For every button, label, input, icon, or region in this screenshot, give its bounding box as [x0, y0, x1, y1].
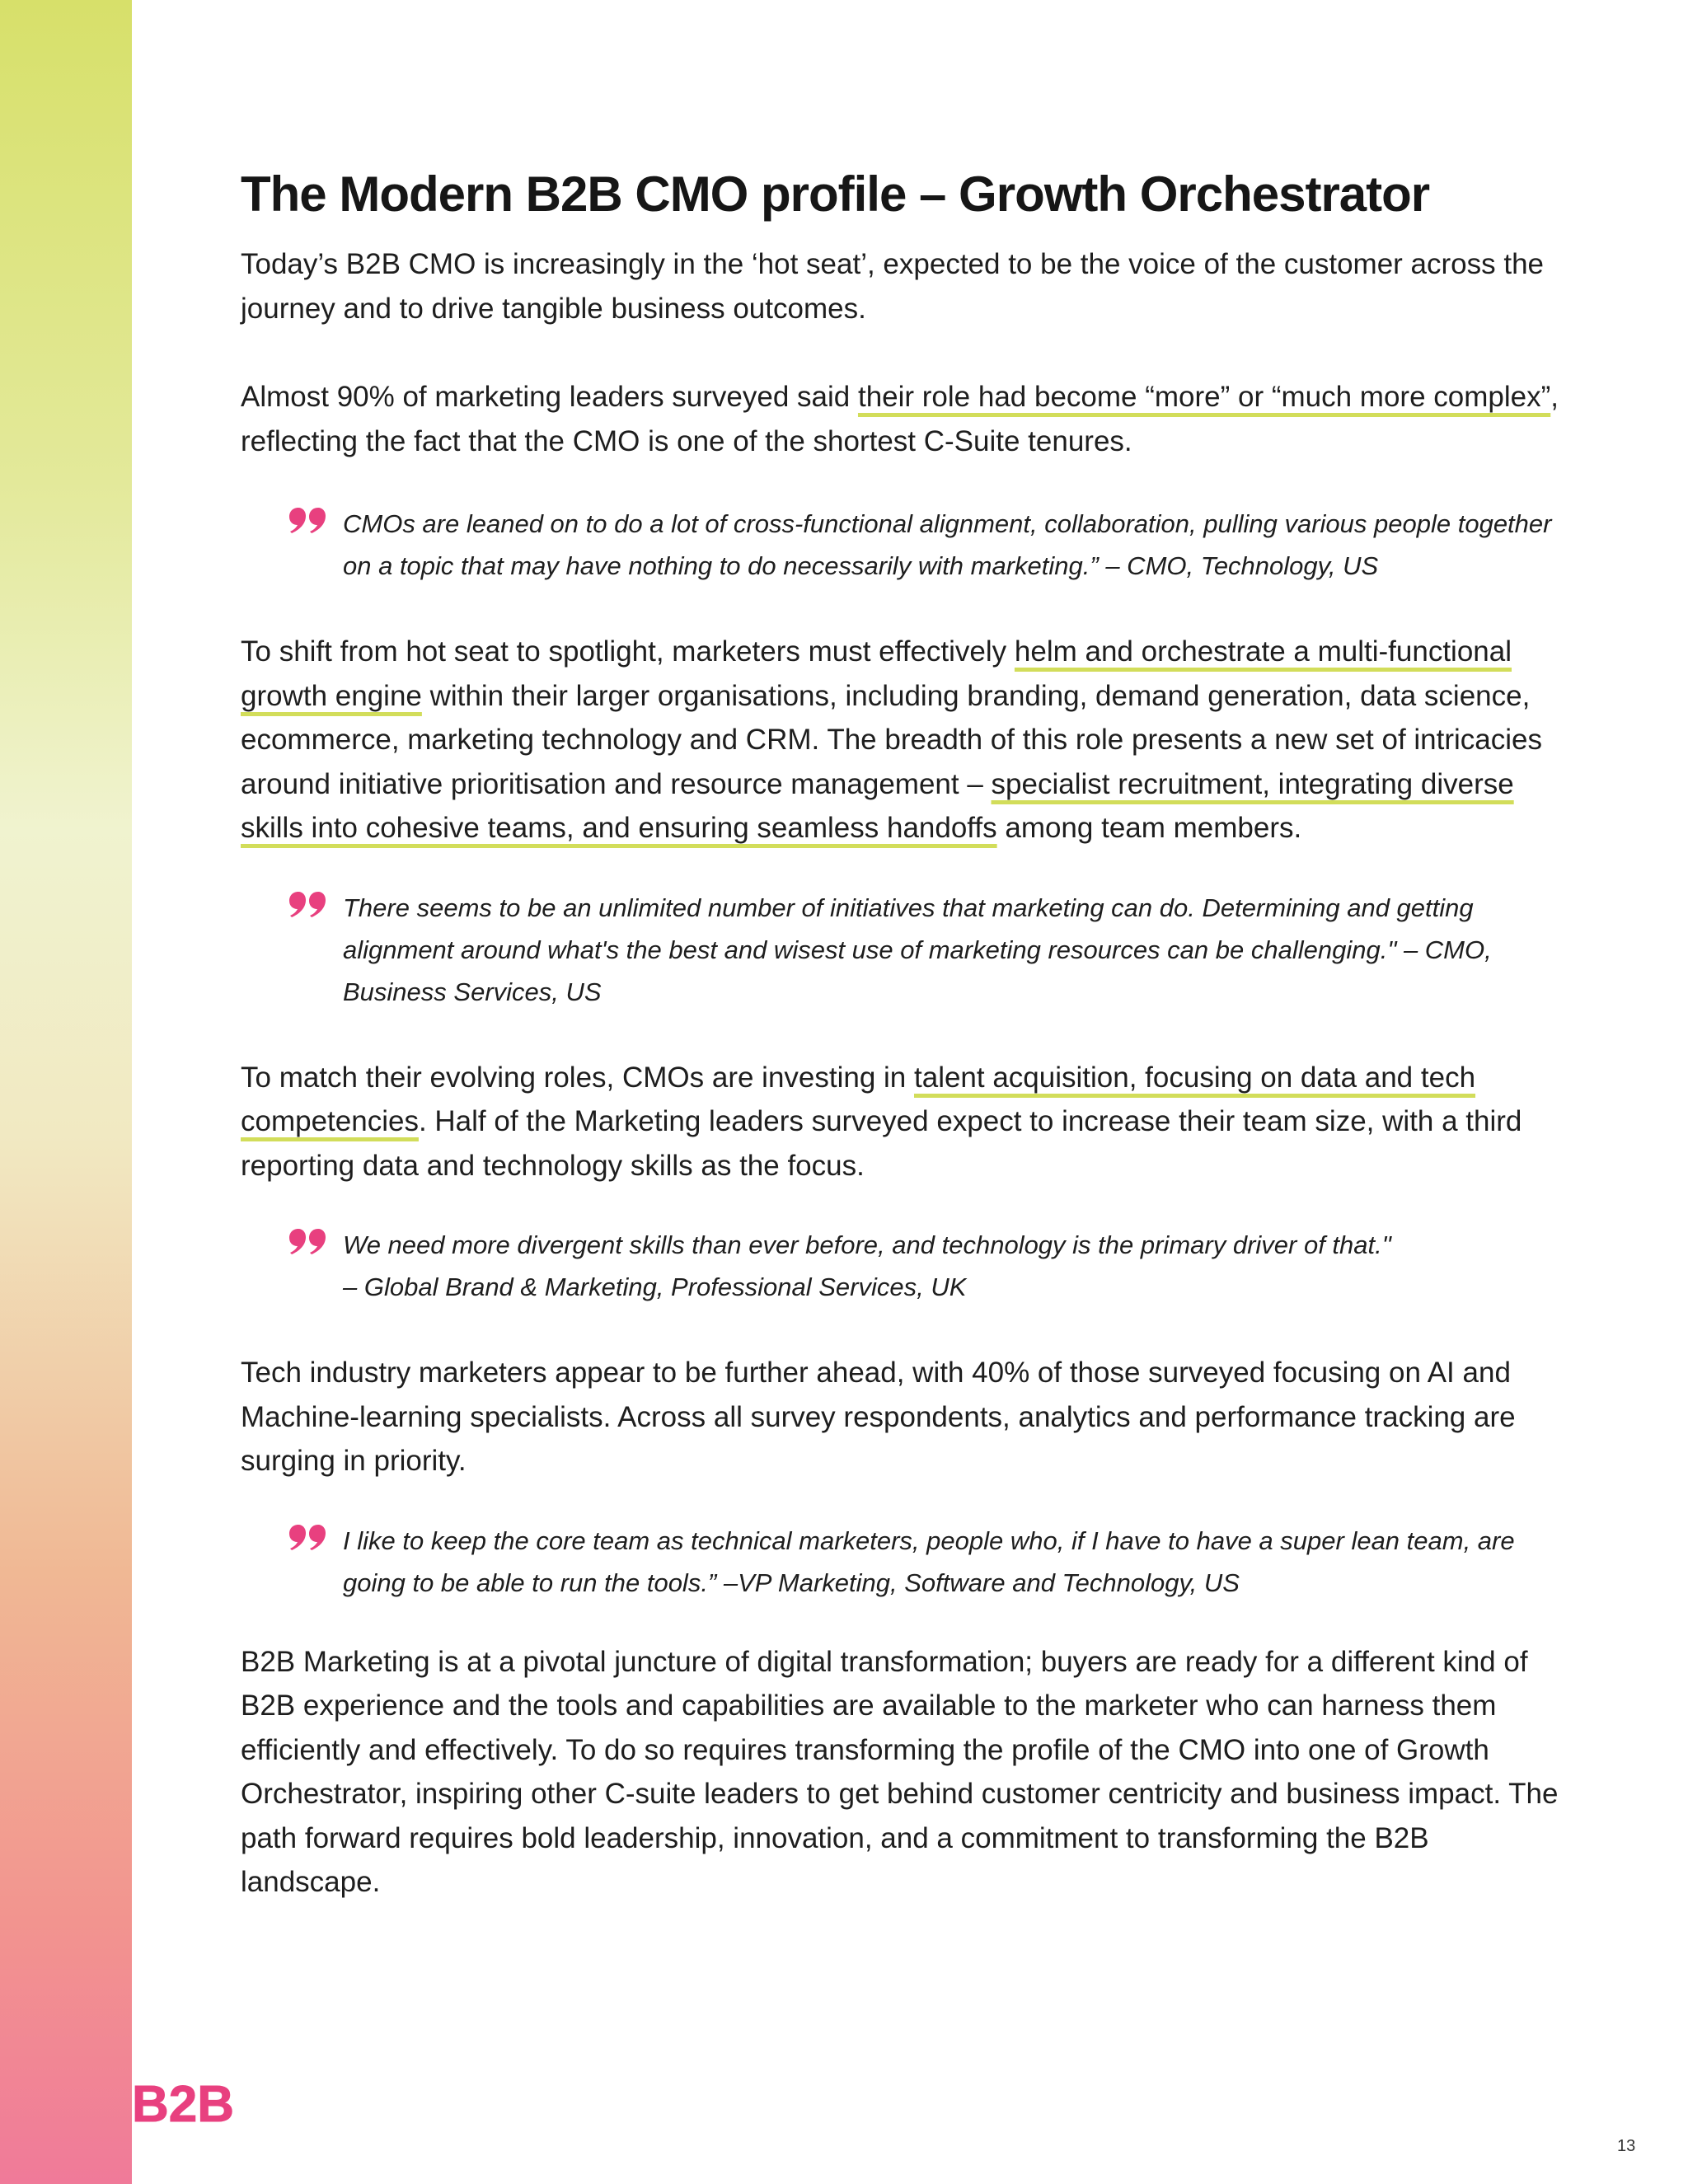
- quote-mark-icon: [288, 506, 326, 534]
- closing-paragraph: B2B Marketing is at a pivotal juncture of digital transformation; buyers are ready for a different kind of B2B experience and the tools and capabilities are available to the marketer who can harness them efficiently and effectively. To do so requires transforming the profile of the CMO into one of Growth Orchestrator, inspiring other C-suite leaders to get behind customer centricity and business impact. The path forward requires bold leadership, innovation, and a commitment to transforming the B2B landscape.: [241, 1645, 1559, 1898]
- b2b-logo: [132, 2079, 237, 2126]
- highlight-talent: talent acquisition, focusing on data and tech competencies: [241, 1061, 1476, 1137]
- quote-block: [343, 887, 1559, 1013]
- page-content: [241, 165, 1559, 1905]
- page-title: The Modern B2B CMO profile – Growth Orchestrator: [241, 166, 1430, 222]
- tech-paragraph: Tech industry marketers appear to be further ahead, with 40% of those surveyed focusing on AI and Machine-learning specialists. Across all survey respondents, analytics and performance tracking are surging in priority.: [241, 1357, 1516, 1477]
- quote-mark-icon: [288, 1523, 326, 1551]
- quote-mark-icon: [288, 890, 326, 918]
- page-number: 13: [1617, 2137, 1636, 2155]
- gradient-side-band: [0, 0, 132, 2184]
- highlight-recruitment: specialist recruitment, integrating diverse skills into cohesive teams, and ensuring seamless handoffs: [241, 767, 1514, 844]
- talent-paragraph: To match their evolving roles, CMOs are investing in talent acquisition, focusing on data and tech competencies. Half of the Marketing leaders surveyed expect to increase their team size, with a third reporting data and technology skills as the focus.: [241, 1061, 1522, 1182]
- quote-block: [343, 503, 1559, 587]
- quote-text: We need more divergent skills than ever before, and technology is the primary driver of that.": [343, 1230, 1391, 1259]
- spotlight-paragraph: To shift from hot seat to spotlight, marketers must effectively helm and orchestrate a multi-functional growth engine within their larger organisations, including branding, demand generation, data science, ecommerce, marketing technology and CRM. The breadth of this role presents a new set of intricacies around initiative prioritisation and resource management – specialist recruitment, integrating diverse skills into cohesive teams, and ensuring seamless handoffs among team members.: [241, 635, 1542, 844]
- intro-paragraph: Today’s B2B CMO is increasingly in the ‘hot seat’, expected to be the voice of the customer across the journey and to drive tangible business outcomes.: [241, 248, 1544, 325]
- quote-attribution: – Global Brand & Marketing, Professional Services, UK: [343, 1272, 967, 1301]
- highlight-role-complex: their role had become “more” or “much more complex”: [857, 381, 1551, 413]
- logo-text: B2B: [132, 2079, 235, 2126]
- quote-block: [343, 1520, 1559, 1604]
- complexity-paragraph: Almost 90% of marketing leaders surveyed said their role had become “more” or “much more complex”, reflecting the fact that the CMO is one of the shortest C-Suite tenures.: [241, 381, 1559, 457]
- quote-block: [343, 1224, 1559, 1308]
- quote-text: I like to keep the core team as technical marketers, people who, if I have to have a super lean team, are going to be able to run the tools.” –VP Marketing, Software and Technology, US: [343, 1526, 1515, 1597]
- quote-mark-icon: [288, 1227, 326, 1255]
- quote-text: There seems to be an unlimited number of initiatives that marketing can do. Determining and getting alignment around what's the best and wisest use of marketing resources can be challenging." – CMO, Business Services, US: [343, 893, 1492, 1006]
- highlight-growth-engine: helm and orchestrate a multi-functional growth engine: [241, 635, 1512, 712]
- quote-text: CMOs are leaned on to do a lot of cross-functional alignment, collaboration, pulling various people together on a topic that may have nothing to do necessarily with marketing.” – CMO, Technology, US: [343, 509, 1552, 580]
